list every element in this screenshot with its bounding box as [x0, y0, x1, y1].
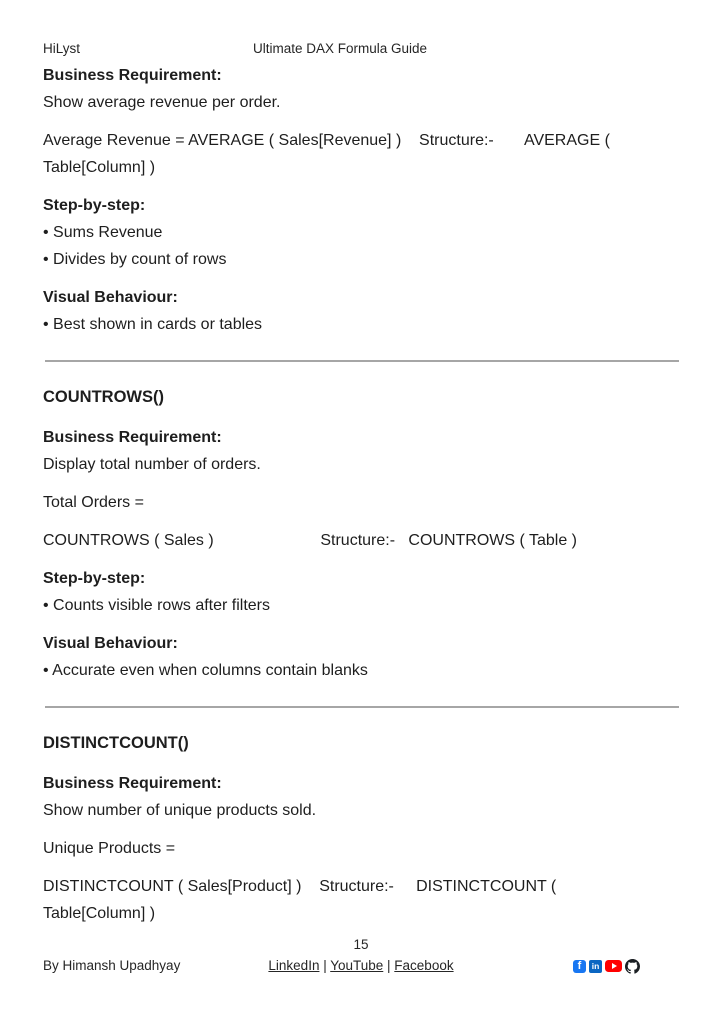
section-countrows	[43, 384, 679, 684]
business-requirement-text: Show average revenue per order.	[43, 94, 281, 111]
youtube-link[interactable]: YouTube	[330, 958, 384, 973]
link-separator: |	[319, 958, 331, 973]
brand-name: HiLyst	[43, 41, 81, 56]
linkedin-icon[interactable]: in	[589, 960, 602, 973]
document-title: Ultimate DAX Formula Guide	[253, 41, 428, 56]
step-item: • Sums Revenue	[43, 224, 163, 241]
social-links	[263, 957, 459, 975]
step-item: • Divides by count of rows	[43, 251, 227, 268]
github-icon[interactable]	[625, 959, 640, 974]
business-requirement-text: Show number of unique products sold.	[43, 802, 317, 819]
business-requirement-text: Display total number of orders.	[43, 456, 261, 473]
function-heading: COUNTROWS()	[43, 388, 164, 406]
page-number: 15	[353, 937, 369, 952]
business-requirement-block	[43, 770, 679, 824]
step-by-step-block	[43, 192, 679, 273]
measure-name-block	[43, 489, 679, 516]
social-icon-row	[459, 959, 679, 974]
formula-block	[43, 527, 679, 554]
visual-behaviour-block	[43, 630, 679, 684]
visual-behaviour-block	[43, 284, 679, 338]
play-triangle-icon	[612, 963, 617, 969]
facebook-icon[interactable]: f	[573, 960, 586, 973]
step-item: • Counts visible rows after filters	[43, 597, 271, 614]
business-requirement-label: Business Requirement:	[43, 775, 222, 792]
business-requirement-label: Business Requirement:	[43, 67, 222, 84]
visual-point: • Accurate even when columns contain blanks	[43, 662, 368, 679]
measure-name-block	[43, 835, 679, 862]
step-by-step-label: Step-by-step:	[43, 570, 146, 587]
section-average	[43, 62, 679, 338]
step-by-step-block	[43, 565, 679, 619]
page-content	[43, 62, 679, 938]
formula-line: COUNTROWS ( Sales ) Structure:- COUNTROWS ( Table )	[43, 532, 577, 549]
facebook-link[interactable]: Facebook	[394, 958, 454, 973]
footer-row	[43, 957, 679, 975]
measure-name: Unique Products =	[43, 840, 176, 857]
function-heading: DISTINCTCOUNT()	[43, 734, 189, 752]
section-distinctcount	[43, 730, 679, 927]
visual-point: • Best shown in cards or tables	[43, 316, 263, 333]
formula-line: Table[Column] )	[43, 159, 156, 176]
measure-name: Total Orders =	[43, 494, 144, 511]
step-by-step-label: Step-by-step:	[43, 197, 146, 214]
formula-block	[43, 127, 679, 181]
page-header	[43, 40, 679, 58]
business-requirement-label: Business Requirement:	[43, 429, 222, 446]
formula-block	[43, 873, 679, 927]
link-separator: |	[383, 958, 395, 973]
author-credit: By Himansh Upadhyay	[43, 958, 181, 973]
visual-behaviour-label: Visual Behaviour:	[43, 635, 178, 652]
section-divider	[45, 360, 679, 362]
formula-line: DISTINCTCOUNT ( Sales[Product] ) Structure:- DISTINCTCOUNT (	[43, 878, 557, 895]
section-divider	[45, 706, 679, 708]
formula-line: Table[Column] )	[43, 905, 156, 922]
linkedin-link[interactable]: LinkedIn	[268, 958, 320, 973]
page-footer	[43, 936, 679, 975]
business-requirement-block	[43, 424, 679, 478]
business-requirement-block	[43, 62, 679, 116]
youtube-icon[interactable]	[605, 960, 622, 972]
visual-behaviour-label: Visual Behaviour:	[43, 289, 178, 306]
formula-line: Average Revenue = AVERAGE ( Sales[Revenue] ) Structure:- AVERAGE (	[43, 132, 610, 149]
